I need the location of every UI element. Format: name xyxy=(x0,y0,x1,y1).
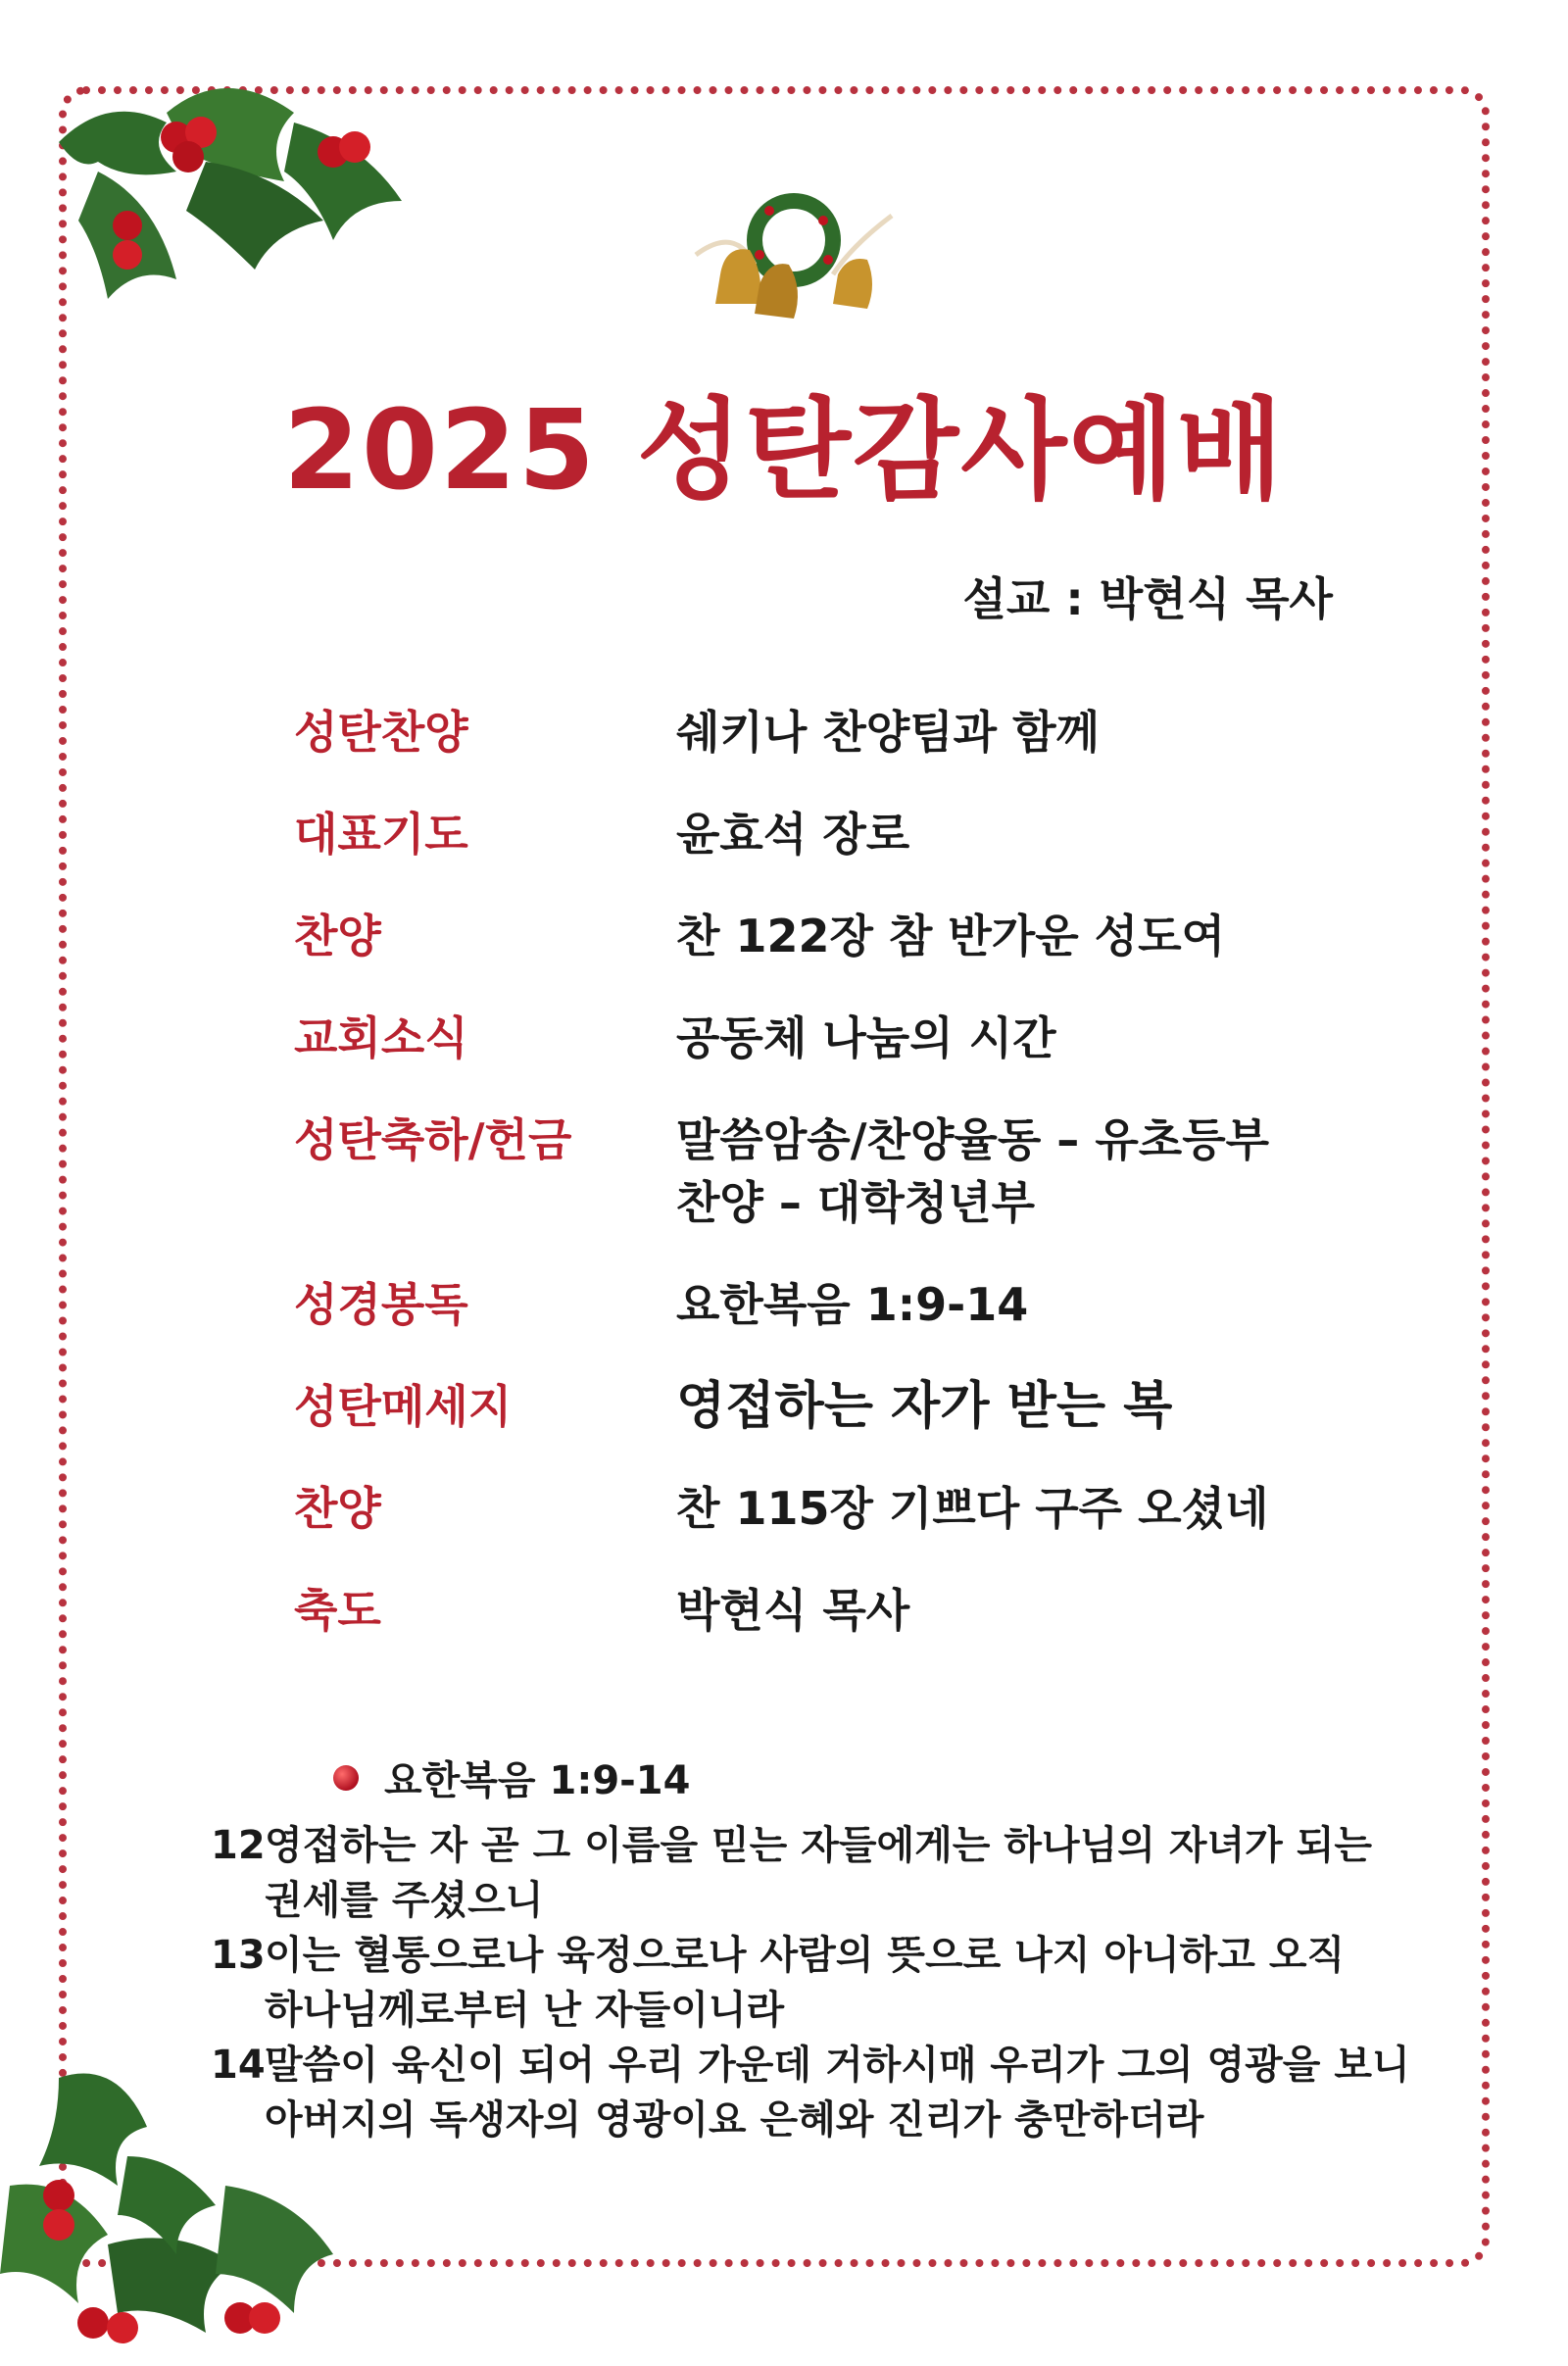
verse-line: 이는 혈통으로나 육정으로나 사람의 뜻으로 나지 아니하고 오직 xyxy=(265,1933,1346,1978)
order-label: 성탄메세지 xyxy=(294,1380,513,1433)
order-value-line: 찬 122장 참 반가운 성도여 xyxy=(676,910,1226,962)
order-row xyxy=(294,905,1372,967)
order-row xyxy=(294,803,1372,865)
order-label: 교회소식 xyxy=(294,1011,468,1064)
order-value-line: 요한복음 1:9-14 xyxy=(676,1278,1029,1331)
order-row xyxy=(294,1375,1372,1438)
holly-icon xyxy=(39,54,431,348)
page-title: 2025 성탄감사예배 xyxy=(283,387,1285,515)
order-value xyxy=(676,905,1225,967)
order-value-line: 박현식 목사 xyxy=(676,1584,910,1637)
verse-text xyxy=(265,1928,1426,2038)
verse xyxy=(211,1928,1426,2038)
scripture-verses xyxy=(211,1818,1426,2147)
worship-order xyxy=(294,701,1372,1681)
order-value-line: 윤효석 장로 xyxy=(676,808,910,861)
order-label: 찬양 xyxy=(294,1482,381,1535)
order-value-line: 영접하는 자가 받는 복 xyxy=(676,1377,1173,1436)
order-row xyxy=(294,1273,1372,1336)
verse-text xyxy=(265,2038,1426,2147)
order-value xyxy=(676,1375,1172,1438)
verse-line: 말씀이 육신이 되어 우리 가운데 거하시매 우리가 그의 영광을 보니 xyxy=(265,2043,1410,2088)
bullet-icon xyxy=(333,1765,359,1791)
order-value xyxy=(676,1007,1056,1069)
order-value xyxy=(676,1109,1269,1234)
order-row xyxy=(294,1007,1372,1069)
order-value xyxy=(676,701,1100,764)
order-value-line: 쉐키나 찬양팀과 함께 xyxy=(676,706,1100,759)
order-value xyxy=(676,1477,1268,1540)
verse-line: 권세를 주셨으니 xyxy=(265,1878,544,1923)
scripture-reference xyxy=(333,1750,690,1805)
order-label: 성탄축하/헌금 xyxy=(294,1113,572,1166)
order-value-line: 말씀암송/찬양율동 – 유초등부 xyxy=(676,1113,1270,1166)
order-value-line: 찬양 – 대학청년부 xyxy=(676,1176,1036,1229)
order-row xyxy=(294,1477,1372,1540)
order-label: 성경봉독 xyxy=(294,1278,468,1331)
verse-number: 13 xyxy=(211,1933,266,1978)
order-label: 성탄찬양 xyxy=(294,706,468,759)
order-value-line: 공동체 나눔의 시간 xyxy=(676,1011,1056,1064)
verse xyxy=(211,1818,1426,1928)
order-label: 찬양 xyxy=(294,910,381,962)
verse-text xyxy=(265,1818,1426,1928)
order-value xyxy=(676,803,909,865)
order-label: 축도 xyxy=(294,1584,381,1637)
preacher-line: 설교 : 박현식 목사 xyxy=(962,572,1333,625)
order-value xyxy=(676,1579,909,1642)
verse-line: 영접하는 자 곧 그 이름을 믿는 자들에게는 하나님의 자녀가 되는 xyxy=(265,1823,1372,1868)
order-row xyxy=(294,701,1372,764)
verse-number: 14 xyxy=(211,2043,266,2088)
order-row xyxy=(294,1579,1372,1642)
wreath-bells-icon xyxy=(676,186,902,323)
verse-line: 하나님께로부터 난 자들이니라 xyxy=(265,1988,785,2033)
verse-number: 12 xyxy=(211,1823,266,1868)
order-row xyxy=(294,1109,1372,1234)
scripture-reference-text: 요한복음 1:9-14 xyxy=(384,1758,691,1803)
verse xyxy=(211,2038,1426,2147)
order-label: 대표기도 xyxy=(294,808,468,861)
order-value-line: 찬 115장 기쁘다 구주 오셨네 xyxy=(676,1482,1269,1535)
order-value xyxy=(676,1273,1028,1336)
verse-line: 아버지의 독생자의 영광이요 은혜와 진리가 충만하더라 xyxy=(265,2097,1204,2143)
